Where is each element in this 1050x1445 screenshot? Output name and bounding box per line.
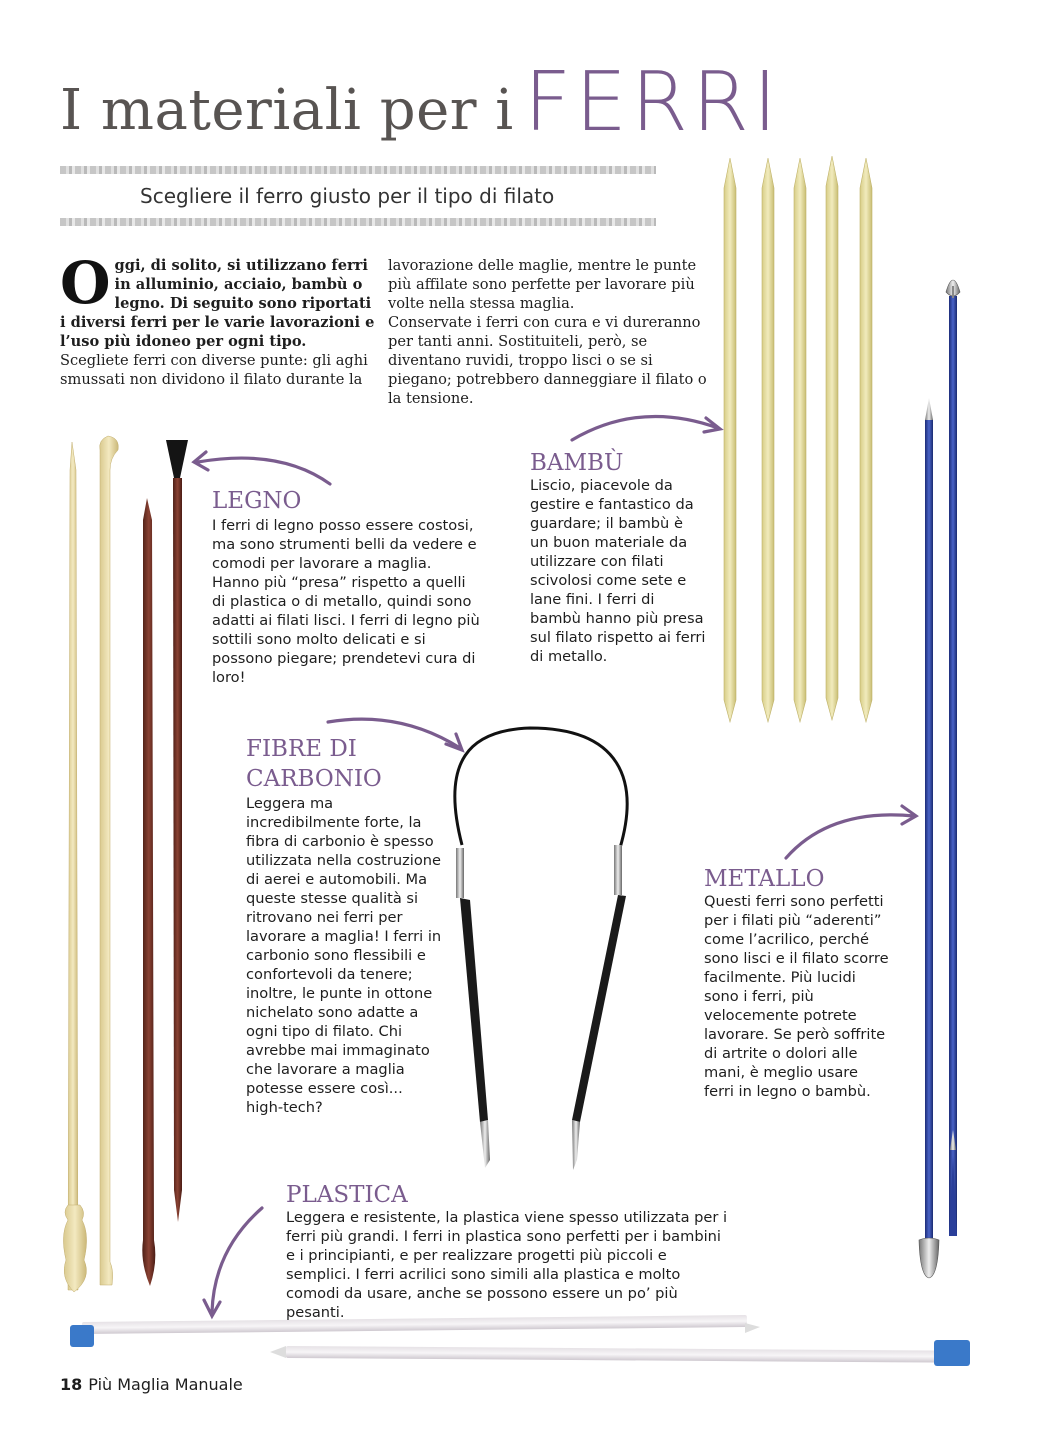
page-footer bbox=[60, 1375, 243, 1394]
magazine-name: Più Maglia Manuale bbox=[88, 1375, 243, 1394]
bamboo-needles bbox=[724, 156, 872, 722]
section-title-bambu: BAMBÙ bbox=[530, 450, 624, 476]
wood-needles bbox=[63, 436, 188, 1292]
intro-column-1 bbox=[60, 249, 378, 389]
section-title-metallo: METALLO bbox=[704, 866, 825, 892]
section-title-fibre-1: FIBRE DI bbox=[246, 736, 357, 762]
intro-column-2 bbox=[388, 256, 710, 408]
intro-text: Scegliete ferri con diverse punte: gli aghi smussati non dividono il filato durante la bbox=[60, 352, 368, 388]
intro-lead: ggi, di solito, si utilizzano ferri in alluminio, acciaio, bambù o legno. Di seguito sono riportati i diversi ferri per le varie lavorazioni e l’uso più idoneo per ogni tipo. bbox=[60, 257, 375, 350]
section-body-legno: I ferri di legno posso essere costosi, ma sono strumenti belli da vedere e comodi per lavorare a maglia. Hanno più “presa” rispetto a quelli di plastica o di metallo, quindi sono adatti ai filati lisci. I ferri di legno più sottili sono molto delicati e si possono piegare; prendetevi cura di loro! bbox=[212, 517, 480, 686]
intro-text-3: Conservate i ferri con cura e vi dureranno per tanti anni. Sostituiteli, però, se diventano ruvidi, troppo lisci o se si piegano; potrebbero danneggiare il filato o la tensione. bbox=[388, 314, 707, 407]
section-body-bambu: Liscio, piacevole da gestire e fantastico da guardare; il bambù è un buon materiale da utilizzare con filati scivolosi come sete e lane fini. I ferri di bambù hanno più presa sul filato rispetto ai ferri di metallo. bbox=[530, 477, 706, 665]
plastic-needles bbox=[70, 1315, 970, 1366]
intro-text-2: lavorazione delle maglie, mentre le punte più affilate sono perfette per lavorare più volte nella stessa maglia. bbox=[388, 257, 697, 312]
drop-cap: O bbox=[60, 249, 111, 317]
section-body-plastica: Leggera e resistente, la plastica viene spesso utilizzata per i ferri più grandi. I ferri in plastica sono perfetti per i bambini e i principianti, e per realizzare progetti più piccoli e semplici. I ferri acrilici sono simili alla plastica e molto comodi da usare, anche se possono essere un po’ più pesanti. bbox=[286, 1209, 728, 1321]
subtitle: Scegliere il ferro giusto per il tipo di filato bbox=[140, 184, 555, 208]
page-number: 18 bbox=[60, 1375, 83, 1394]
page-title: I materiali per i bbox=[60, 78, 514, 143]
metal-needles bbox=[919, 280, 960, 1278]
section-title-plastica: PLASTICA bbox=[286, 1182, 408, 1208]
page-title-accent: FERRI bbox=[524, 55, 782, 150]
section-title-fibre-2: CARBONIO bbox=[246, 766, 382, 792]
section-title-legno: LEGNO bbox=[212, 488, 302, 514]
section-body-metallo: Questi ferri sono perfetti per i filati più “aderenti” come l’acrilico, perché sono lisci e il filato scorre facilmente. Più lucidi sono i ferri, più velocemente potrete lavorare. Se però soffrite di artrite o dolori alle mani, è meglio usare ferri in legno o bambù. bbox=[704, 893, 889, 1100]
section-body-fibre: Leggera ma incredibilmente forte, la fibra di carbonio è spesso utilizzata nella costruzione di aerei e automobili. Ma queste stesse qualità si ritrovano nei ferri per lavorare a maglia! I ferri in carbonio sono flessibili e confortevoli da tenere; inoltre, le punte in ottone nichelato sono adatte a ogni tipo di filato. Chi avrebbe mai immaginato che lavorare a maglia potesse essere così... high-tech? bbox=[246, 795, 442, 1116]
circular-needle bbox=[455, 728, 627, 1170]
divider-bottom bbox=[60, 218, 656, 226]
divider-top bbox=[60, 166, 656, 174]
